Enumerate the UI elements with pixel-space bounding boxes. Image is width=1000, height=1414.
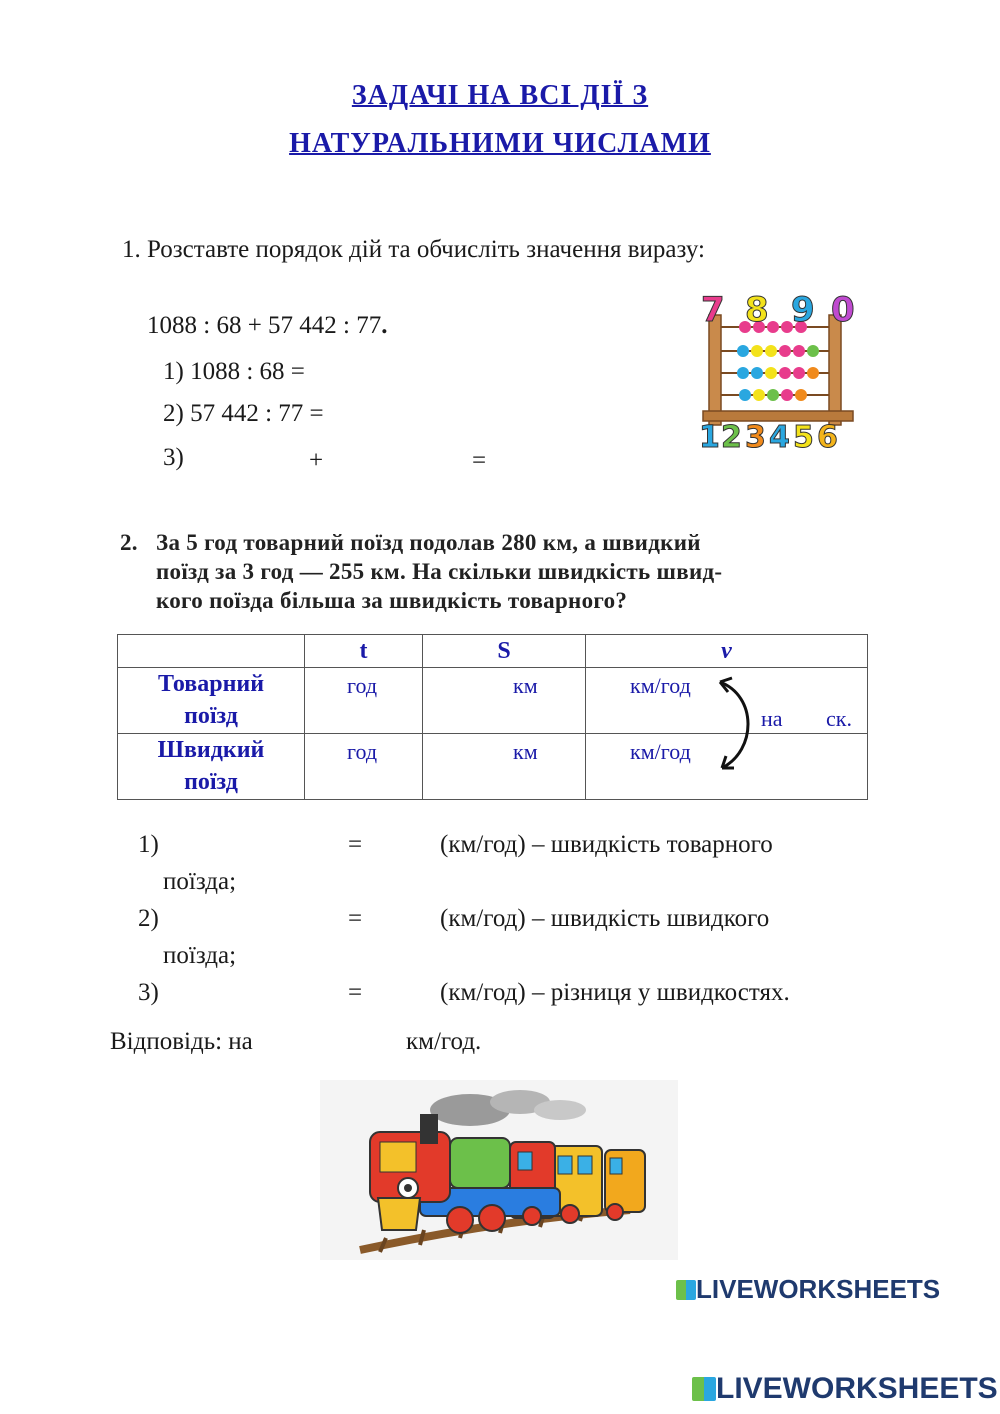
answer-unit: км/год. xyxy=(406,1028,482,1055)
page-title-line2: НАТУРАЛЬНИМИ ЧИСЛАМИ xyxy=(289,128,711,159)
task1-step3-plus: + xyxy=(309,447,324,474)
unit-label: км/год xyxy=(630,739,691,764)
task1-step1: 1) 1088 : 68 = xyxy=(163,358,305,385)
solution-step3-number: 3) xyxy=(138,979,159,1006)
abacus-digit-0: 0 xyxy=(831,290,855,330)
abacus-digit-8: 8 xyxy=(745,290,769,330)
abacus-digit-9: 9 xyxy=(791,290,815,330)
liveworksheets-logo-top: LIVEWORKSHEETS xyxy=(676,1274,940,1305)
abacus-digit-5: 5 xyxy=(793,420,814,455)
train-illustration xyxy=(320,1080,678,1260)
logo-mark-icon xyxy=(692,1377,716,1401)
solution-step3-eq: = xyxy=(348,979,363,1006)
solution-step1-eq: = xyxy=(348,831,363,858)
row-label-express: Швидкий поїзд xyxy=(118,734,305,800)
solution-step2-text: (км/год) – швидкість швидкого xyxy=(440,905,770,932)
task1-step3-eq: = xyxy=(472,447,487,474)
liveworksheets-logo-bottom[interactable]: LIVEWORKSHEETS xyxy=(692,1372,998,1406)
cell-express-t[interactable] xyxy=(305,734,423,800)
row-label-freight: Товарний поїзд xyxy=(118,668,305,734)
task1-prompt: 1. Розставте порядок дій та обчисліть значення виразу: xyxy=(122,236,705,263)
logo-mark-icon xyxy=(676,1280,696,1300)
table-header-s: S xyxy=(423,635,586,668)
abacus-digit-2: 2 xyxy=(721,420,742,455)
compare-na-label: на xyxy=(761,706,783,731)
task1-expression: 1088 : 68 + 57 442 : 77. xyxy=(147,312,388,339)
solution-step3-text: (км/год) – різниця у швидкостях. xyxy=(440,979,790,1006)
task1-step3-label: 3) xyxy=(163,444,184,471)
abacus-digit-1: 1 xyxy=(699,420,720,455)
solution-step2-cont: поїзда; xyxy=(163,942,237,969)
table-header-v: v xyxy=(586,635,868,668)
solution-step1-number: 1) xyxy=(138,831,159,858)
task2-line1: За 5 год товарний поїзд подолав 280 км, а швидкий xyxy=(156,530,701,555)
solution-step2-eq: = xyxy=(348,905,363,932)
page-title-line1: ЗАДАЧІ НА ВСІ ДІЇ З xyxy=(351,80,649,111)
solution-step1-text: (км/год) – швидкість товарного xyxy=(440,831,773,858)
cell-express-s[interactable] xyxy=(423,734,586,800)
abacus-digit-6: 6 xyxy=(817,420,838,455)
abacus-digit-3: 3 xyxy=(745,420,766,455)
unit-label: год xyxy=(347,673,378,698)
unit-label: км xyxy=(513,673,538,698)
table-header-empty xyxy=(118,635,305,668)
unit-label: год xyxy=(347,739,378,764)
task1-step2: 2) 57 442 : 77 = xyxy=(163,400,324,427)
cell-freight-t[interactable] xyxy=(305,668,423,734)
task2-line2: поїзд за 3 год — 255 км. На скільки швидкість швид- xyxy=(156,559,723,584)
solution-step1-cont: поїзда; xyxy=(163,868,237,895)
abacus-digit-7: 7 xyxy=(701,290,725,330)
unit-label: км xyxy=(513,739,538,764)
abacus-digit-4: 4 xyxy=(769,420,790,455)
task2-line3: кого поїзда більша за швидкість товарного? xyxy=(156,588,628,613)
answer-label: Відповідь: на xyxy=(110,1028,253,1055)
solution-step2-number: 2) xyxy=(138,905,159,932)
compare-sk-label: ск. xyxy=(826,706,852,731)
unit-label: км/год xyxy=(630,673,691,698)
abacus-illustration xyxy=(695,285,865,455)
task2-number: 2. xyxy=(120,530,138,555)
cell-freight-s[interactable] xyxy=(423,668,586,734)
table-header-t: t xyxy=(305,635,423,668)
